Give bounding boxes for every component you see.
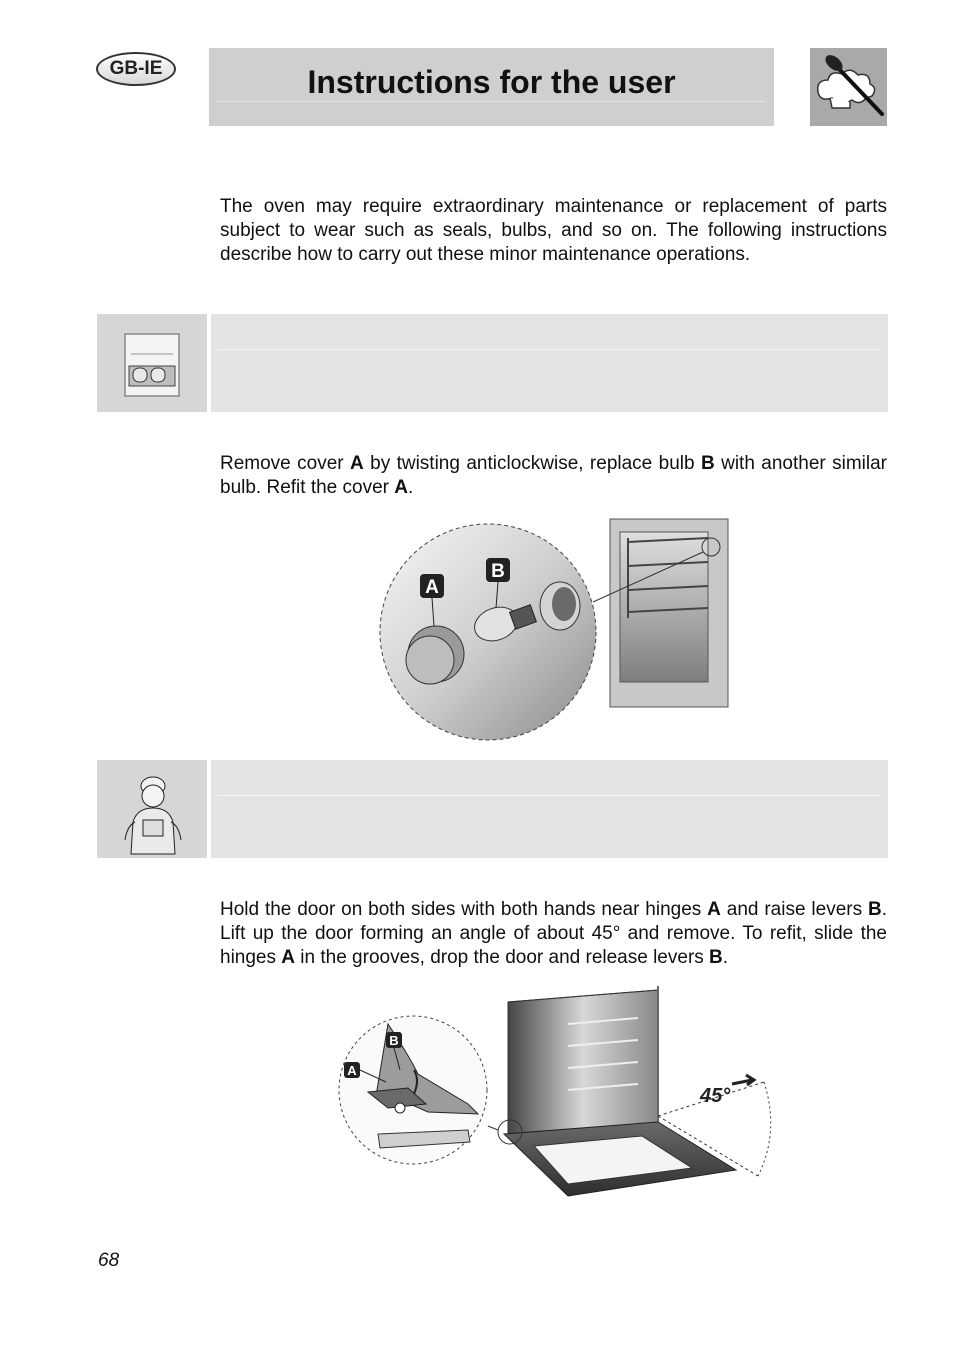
chef-spoon-icon: [810, 48, 887, 126]
bulb-instructions: Remove cover A by twisting anticlockwise, replace bulb B with another similar bulb. Refit the cover A.: [220, 453, 887, 498]
page-title: Instructions for the user: [307, 64, 676, 100]
door-removal-figure: [328, 984, 776, 1206]
language-badge: [96, 52, 176, 86]
page-number: 68: [98, 1250, 120, 1271]
door-instructions: Hold the door on both sides with both hands near hinges A and raise levers B. Lift up the door forming an angle of about 45° and remove. To refit, slide the hinges A in the grooves, drop the door and release levers B.: [220, 899, 887, 968]
title-banner: [209, 48, 774, 126]
bulb-replacement-figure: [378, 514, 730, 742]
language-badge-label: GB-IE: [109, 58, 163, 79]
door-figure-label-a: A: [347, 1063, 357, 1078]
section-band-bulb: [97, 314, 888, 412]
figure-label-a: A: [425, 577, 439, 598]
door-figure-label-b: B: [389, 1033, 399, 1048]
angle-label: 45°: [700, 1085, 731, 1107]
section-band-door: [97, 760, 888, 858]
intro-paragraph: The oven may require extraordinary maintenance or replacement of parts subject to wear such as seals, bulbs, and so on. The following instructions describe how to carry out these minor maintenance operations.: [220, 196, 887, 265]
technician-icon: [97, 760, 207, 858]
oven-lamp-icon: [97, 314, 207, 412]
figure-label-b: B: [491, 561, 505, 582]
